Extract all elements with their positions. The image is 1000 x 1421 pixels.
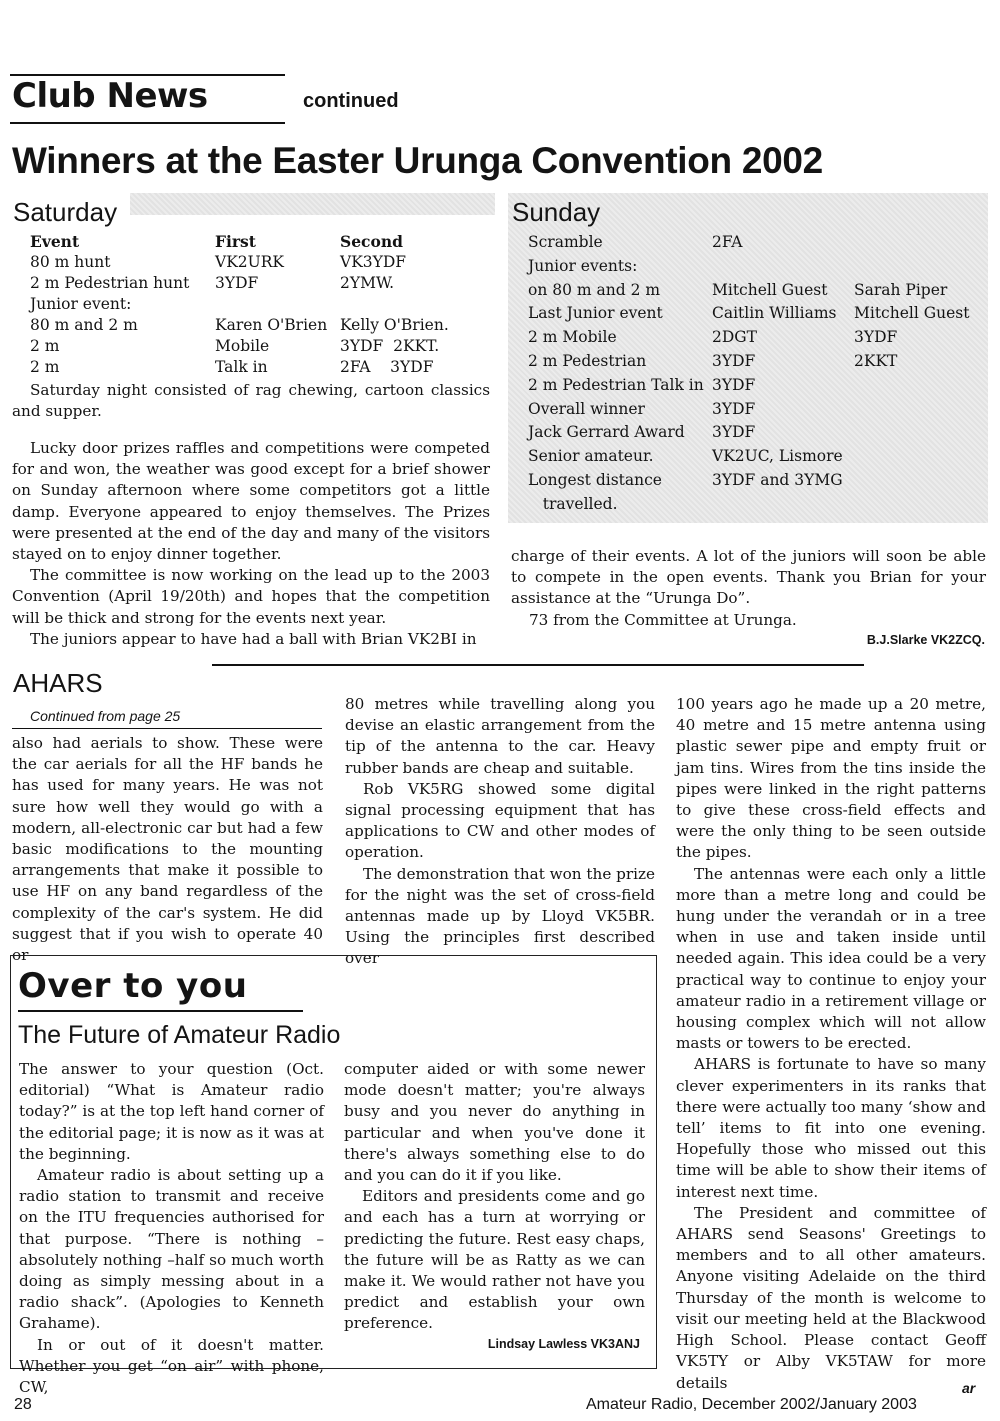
paragraph: The committee is now working on the lead up to the 2003 Convention (April 19/20th) and hopes that the competition will be thick and strong for the events next year.	[12, 566, 490, 627]
column-header: First	[215, 232, 256, 251]
table-row	[30, 336, 449, 357]
second-cell	[854, 445, 969, 469]
second-cell	[854, 493, 969, 517]
table-row	[30, 315, 449, 336]
first-cell: Caitlin Williams	[712, 304, 837, 323]
table-row	[528, 279, 969, 303]
event-cell: 2 m Pedestrian Talk in	[528, 375, 704, 394]
first-cell: VK2URK	[215, 253, 284, 271]
event-cell: 80 m hunt	[30, 253, 111, 271]
second-cell: 3YDF 2KKT.	[340, 337, 440, 355]
second-cell	[340, 294, 449, 315]
section-title: Club News	[12, 76, 208, 116]
paragraph: Lucky door prizes raffles and competitions were competed for and won, the weather was good except for a brief shower on Sunday afternoon where some competitors got a little damp. Everyone appeared to enjoy themselves. The Prizes were presented at the end of the day and many of the visitors stayed on to enjoy dinner together.	[12, 439, 490, 564]
event-cell: 2 m Mobile	[528, 328, 617, 347]
second-cell: VK3YDF	[340, 253, 407, 271]
first-cell: 2DGT	[712, 328, 758, 347]
saturday-note: Saturday night consisted of rag chewing, cartoon classics and supper.	[12, 381, 490, 421]
over-to-you-column-2	[344, 1059, 645, 1335]
paragraph: The answer to your question (Oct. editorial) “What is Amateur radio today?” is at the top left hand corner of the editorial page; it is now as it was at the beginning.	[19, 1060, 324, 1163]
paragraph: The antennas were each only a little more than a metre long and could be hung under the verandah or in a tree when in use and taken inside until needed again. This idea could be a very practical way to continue to enjoy your amateur radio in a retirement village or housing complex which will not allow masts or towers to be erected.	[676, 864, 986, 1053]
page-number: 28	[14, 1396, 32, 1413]
paragraph: 100 years ago he made up a 20 metre, 40 metre and 15 metre antenna using plastic sewer pipe and empty fruit or jam tins. Wires from the tins inside the pipes were linked in the right patterns to give these cross-field effects and were the only thing to be seen outside the pipes.	[676, 695, 986, 862]
first-cell: Mobile	[215, 337, 270, 355]
end-mark: ar	[962, 1380, 976, 1396]
table-row	[528, 326, 969, 350]
second-cell: Kelly O'Brien.	[340, 316, 449, 334]
paragraph: The juniors appear to have had a ball with Brian VK2BI in	[30, 629, 477, 648]
headline: Winners at the Easter Urunga Convention 2002	[12, 140, 823, 181]
event-cell: 2 m Pedestrian	[528, 351, 647, 370]
event-cell: Junior events:	[528, 256, 638, 275]
section-suffix: continued	[303, 90, 399, 112]
first-cell: 2FA	[712, 233, 743, 251]
table-row	[528, 302, 969, 326]
column-header: Second	[340, 232, 403, 251]
over-to-you-subtitle: The Future of Amateur Radio	[18, 1021, 341, 1049]
event-cell: Junior event:	[30, 295, 132, 313]
continued-from-rule	[12, 728, 322, 729]
event-cell: Scramble	[528, 233, 603, 251]
event-cell: Overall winner	[528, 399, 645, 418]
table-row	[528, 231, 969, 255]
paragraph: computer aided or with some newer mode doesn't matter; you're always busy and you never do anything in particular and when you've done it there's always something else to do and you can do it if you like.	[344, 1060, 645, 1185]
second-cell: Sarah Piper	[854, 280, 948, 299]
first-cell: VK2UC, Lismore	[712, 447, 843, 466]
second-cell: 2KKT	[854, 351, 898, 370]
table-row	[528, 469, 969, 493]
second-cell	[854, 255, 969, 279]
column-header: Event	[30, 232, 80, 251]
first-cell	[215, 294, 340, 315]
table-row	[528, 421, 969, 445]
event-cell: 2 m	[30, 337, 60, 355]
paragraph: The demonstration that won the prize for the night was the set of cross-field antennas made up by Lloyd VK5BR. Using the principles first described over	[345, 864, 655, 968]
event-cell: travelled.	[528, 494, 618, 513]
first-cell: 3YDF	[712, 399, 756, 418]
convention-text-left	[12, 438, 490, 650]
ahars-column-3	[676, 694, 986, 1394]
first-cell: 3YDF	[712, 423, 756, 442]
paragraph: Amateur radio is about setting up a radio station to transmit and receive on the ITU frequencies authorised for that purpose. “There is nothing – absolutely nothing –half so much worth doing as simply messing about in a radio shack”. (Apologies to Kenneth Grahame).	[19, 1166, 324, 1333]
table-row	[528, 445, 969, 469]
first-cell: Talk in	[215, 358, 268, 376]
paragraph: 73 from the Committee at Urunga.	[529, 610, 797, 629]
second-cell	[854, 374, 969, 398]
second-cell: Mitchell Guest	[854, 304, 970, 323]
publication-line: Amateur Radio, December 2002/January 2003	[586, 1396, 917, 1413]
sunday-results-table	[528, 231, 969, 517]
first-cell: 3YDF	[712, 375, 756, 394]
ahars-column-1	[12, 733, 323, 966]
saturday-shaded-panel	[130, 193, 495, 215]
first-cell	[712, 493, 854, 517]
paragraph: In or out of it doesn't matter. Whether you get “on air” with phone, CW,	[19, 1335, 324, 1397]
section-divider	[212, 664, 864, 666]
table-header-row	[30, 231, 449, 252]
over-to-you-signature: Lindsay Lawless VK3ANJ	[487, 1337, 640, 1351]
first-cell: Karen O'Brien	[215, 316, 328, 334]
first-cell: 3YDF and 3YMG	[712, 470, 843, 489]
paragraph: AHARS is fortunate to have so many clever experimenters in its ranks that there were actually too many ‘show and tell’ items to fit into one evening. Hopefully those who missed out this time will be able to show their items of interest next time.	[676, 1055, 986, 1201]
event-cell: Longest distance	[528, 470, 662, 489]
event-cell: 80 m and 2 m	[30, 316, 138, 334]
paragraph: Editors and presidents come and go and each has a turn at worrying or predicting the future. Rest easy chaps, the future will be as Ratty as we can make it. We would rather not have you predict and establish your own preference.	[344, 1187, 645, 1333]
saturday-results-table	[30, 231, 449, 378]
second-cell: 2YMW.	[340, 274, 395, 292]
first-cell	[712, 255, 854, 279]
header-bottom-rule	[10, 122, 285, 124]
second-cell	[854, 469, 969, 493]
over-to-you-column-1	[19, 1059, 324, 1398]
second-cell: 3YDF	[854, 328, 898, 347]
first-cell: 3YDF	[215, 274, 259, 292]
saturday-title: Saturday	[13, 197, 118, 227]
ahars-column-2	[345, 694, 655, 970]
paragraph: also had aerials to show. These were the car aerials for all the HF bands he has used for many years. He was not sure how well they would go with a modern, all-electronic car but had a few basic modifications to the mounting arrangements that make it possible to use HF on any band regardless of the complexity of the car's system. He did suggest that if you wish to operate 40 or	[12, 734, 323, 965]
paragraph: The President and committee of AHARS send Seasons' Greetings to members and to all other amateurs. Anyone visiting Adelaide on the third Thursday of the month is welcome to visit our meeting held at the Blackwood High School. Please contact Geoff VK5TY or Alby VK5TAW for more details	[676, 1203, 986, 1392]
over-to-you-title: Over to you	[18, 966, 248, 1006]
continued-from-link[interactable]: Continued from page 25	[30, 708, 181, 724]
paragraph: charge of their events. A lot of the juniors will soon be able to compete in the open events. Thank you Brian for your assistance at the “Urunga Do”.	[511, 547, 986, 608]
table-row	[30, 273, 449, 294]
event-cell: on 80 m and 2 m	[528, 280, 661, 299]
event-cell: Last Junior event	[528, 304, 663, 323]
event-cell: Senior amateur.	[528, 447, 654, 466]
table-row	[528, 374, 969, 398]
table-row	[528, 493, 969, 517]
second-cell	[854, 398, 969, 422]
convention-signature: B.J.Slarke VK2ZCQ.	[866, 633, 985, 647]
second-cell: 2FA 3YDF	[340, 358, 434, 376]
paragraph: Rob VK5RG showed some digital signal processing equipment that has applications to CW and other modes of operation.	[345, 779, 655, 862]
paragraph: 80 metres while travelling along you devise an elastic arrangement from the tip of the antenna to the car. Heavy rubber bands are cheap and suitable.	[345, 695, 655, 777]
first-cell: 3YDF	[712, 351, 756, 370]
table-row	[528, 255, 969, 279]
convention-text-right	[511, 546, 986, 631]
table-row	[30, 252, 449, 273]
table-row	[528, 350, 969, 374]
sunday-title: Sunday	[512, 197, 601, 227]
table-row	[30, 357, 449, 378]
table-row	[528, 398, 969, 422]
table-row	[30, 294, 449, 315]
ahars-title: AHARS	[13, 668, 103, 698]
second-cell	[854, 421, 969, 445]
first-cell: Mitchell Guest	[712, 280, 828, 299]
second-cell	[854, 231, 969, 255]
event-cell: 2 m	[30, 358, 60, 376]
event-cell: 2 m Pedestrian hunt	[30, 274, 190, 292]
event-cell: Jack Gerrard Award	[528, 423, 685, 442]
over-to-you-rule	[18, 1010, 303, 1012]
